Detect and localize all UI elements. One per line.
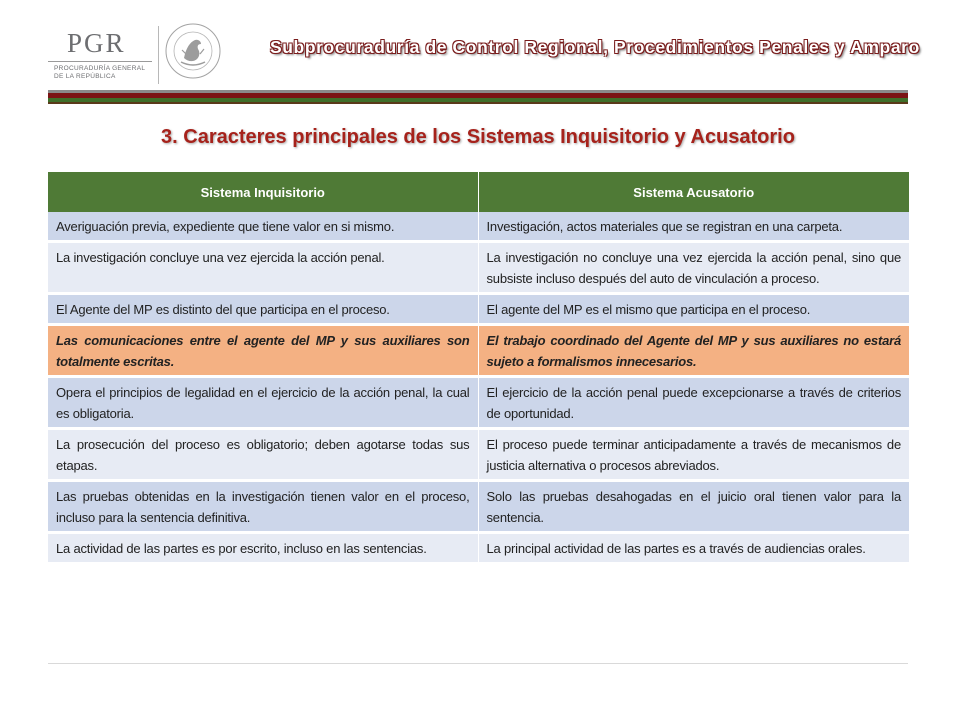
- cell-inquisitorio: La investigación concluye una vez ejercida la acción penal.: [48, 242, 478, 294]
- cell-inquisitorio: Las pruebas obtenidas en la investigación tienen valor en el proceso, incluso para la sentencia definitiva.: [48, 481, 478, 533]
- column-header-acusatorio: Sistema Acusatorio: [478, 172, 909, 212]
- comparison-table: [48, 172, 909, 565]
- pgr-logo-line-1: PROCURADURÍA GENERAL: [54, 65, 146, 72]
- table-row: [48, 212, 909, 242]
- cell-acusatorio: Investigación, actos materiales que se registran en una carpeta.: [478, 212, 909, 242]
- bottom-divider: [48, 663, 908, 664]
- cell-acusatorio: El agente del MP es el mismo que participa en el proceso.: [478, 294, 909, 325]
- header: [0, 0, 960, 92]
- table-header-row: [48, 172, 909, 212]
- cell-acusatorio: El proceso puede terminar anticipadamente a través de mecanismos de justicia alternativa o procesos abreviados.: [478, 429, 909, 481]
- cell-acusatorio: La investigación no concluye una vez ejercida la acción penal, sino que subsiste incluso después del auto de vinculación a proceso.: [478, 242, 909, 294]
- table-row: [48, 533, 909, 564]
- cell-acusatorio: Solo las pruebas desahogadas en el juicio oral tienen valor para la sentencia.: [478, 481, 909, 533]
- table-row: [48, 294, 909, 325]
- table-row: [48, 429, 909, 481]
- cell-inquisitorio: Averiguación previa, expediente que tiene valor en si mismo.: [48, 212, 478, 242]
- pgr-logo-name: PGR: [67, 28, 126, 58]
- header-band-dark: [48, 102, 908, 104]
- cell-inquisitorio: La prosecución del proceso es obligatorio; deben agotarse todas sus etapas.: [48, 429, 478, 481]
- cell-acusatorio: La principal actividad de las partes es a través de audiencias orales.: [478, 533, 909, 564]
- cell-acusatorio: El ejercicio de la acción penal puede excepcionarse a través de criterios de oportunidad.: [478, 377, 909, 429]
- column-header-inquisitorio: Sistema Inquisitorio: [48, 172, 478, 212]
- pgr-logo: [48, 30, 158, 81]
- table-row: [48, 377, 909, 429]
- cell-inquisitorio: Las comunicaciones entre el agente del MP y sus auxiliares son totalmente escritas.: [48, 325, 478, 377]
- table-row: [48, 242, 909, 294]
- pgr-logo-rule: [48, 61, 152, 62]
- cell-inquisitorio: El Agente del MP es distinto del que participa en el proceso.: [48, 294, 478, 325]
- section-title: 3. Caracteres principales de los Sistemas Inquisitorio y Acusatorio: [161, 126, 795, 148]
- cell-acusatorio: El trabajo coordinado del Agente del MP y sus auxiliares no estará sujeto a formalismos innecesarios.: [478, 325, 909, 377]
- pgr-logo-line-2: DE LA REPÚBLICA: [54, 73, 116, 80]
- table-row: [48, 481, 909, 533]
- header-title: Subprocuraduría de Control Regional, Procedimientos Penales y Amparo: [270, 37, 920, 57]
- cell-inquisitorio: La actividad de las partes es por escrito, incluso en las sentencias.: [48, 533, 478, 564]
- national-seal-icon: [164, 22, 222, 80]
- logo-divider: [158, 26, 159, 84]
- table-row-highlighted: [48, 325, 909, 377]
- cell-inquisitorio: Opera el principios de legalidad en el ejercicio de la acción penal, la cual es obligatoria.: [48, 377, 478, 429]
